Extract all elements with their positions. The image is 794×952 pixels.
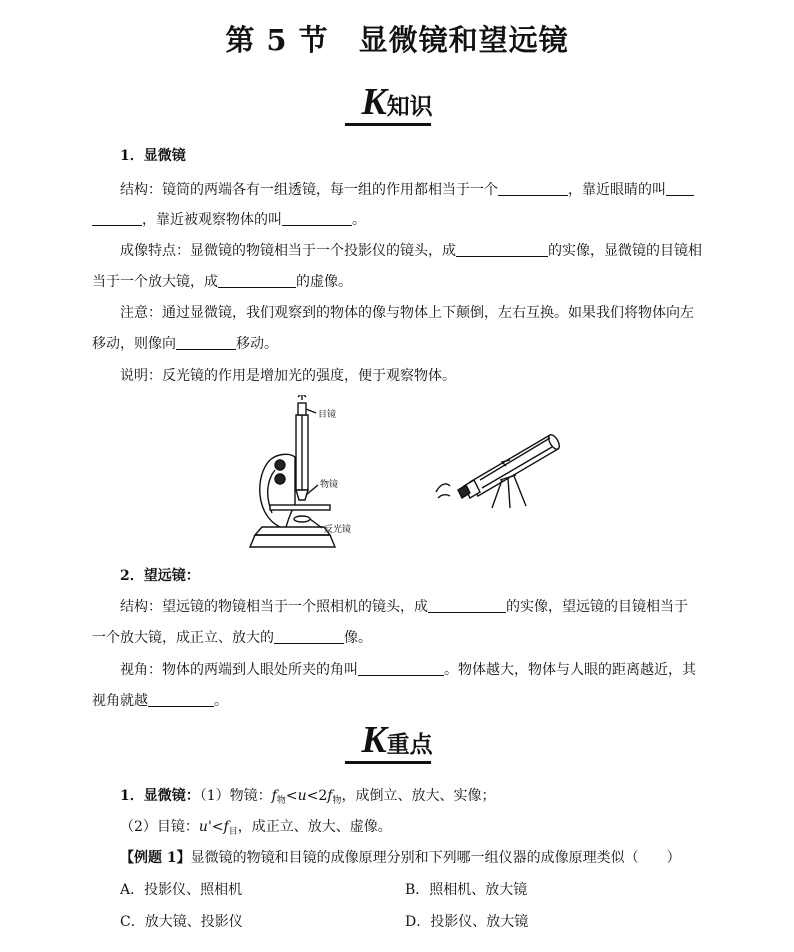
figure-label-objective: 物镜 [320, 480, 339, 490]
fill-blank [282, 211, 352, 226]
fill-blank [218, 273, 296, 288]
fill-blank [428, 598, 506, 613]
example-option-d: D．投影仪、放大镜 [405, 914, 529, 930]
section-header-knowledge [0, 80, 794, 124]
telescope-viewangle-line1: 视角：物体的两端到人眼处所夹的角叫 。物体越大，物体与人眼的距离越近，其 [120, 662, 696, 678]
telescope-figure [430, 420, 570, 515]
microscope-heading: 1．显微镜 [120, 148, 186, 164]
microscope-figure [240, 395, 370, 555]
keypoint-objective: 1．显微镜：（1）物镜：$f_物<u<2f_物$，成倒立、放大、实像； [120, 788, 496, 806]
section-underline [345, 123, 431, 126]
fill-blank [358, 661, 444, 676]
figure-label-eyepiece: 目镜 [318, 410, 337, 420]
example-option-c: C．放大镜、投影仪 [120, 914, 243, 930]
fill-blank [274, 629, 344, 644]
microscope-structure-line2: ，靠近被观察物体的叫 。 [92, 210, 366, 230]
example-option-b: B．照相机、放大镜 [405, 882, 528, 898]
telescope-structure-line1: 结构：望远镜的物镜相当于一个照相机的镜头，成 的实像，望远镜的目镜相当于 [120, 599, 688, 615]
microscope-imaging-line2: 当于一个放大镜，成 的虚像。 [92, 274, 352, 290]
fill-blank [148, 692, 214, 707]
microscope-explain: 说明：反光镜的作用是增加光的强度，便于观察物体。 [120, 368, 456, 384]
page-title: 第 5 节 显微镜和望远镜 [225, 23, 569, 57]
fill-blank [666, 181, 694, 196]
section-k-letter: K [361, 81, 387, 123]
section-label: 重点 [386, 731, 433, 758]
section-header-keypoints [0, 718, 794, 762]
fill-blank [498, 181, 568, 196]
figure-label-mirror: 反光镜 [324, 525, 352, 535]
example-option-a: A．投影仪、照相机 [120, 882, 243, 898]
telescope-viewangle-line2: 视角就越 。 [92, 693, 228, 709]
microscope-imaging-line1: 成像特点：显微镜的物镜相当于一个投影仪的镜头，成 的实像，显微镜的目镜相 [120, 243, 702, 259]
microscope-note-line1: 注意：通过显微镜，我们观察到的物体的像与物体上下颠倒，左右互换。如果我们将物体向左 [120, 305, 694, 321]
example-question: 【例题 1】显微镜的物镜和目镜的成像原理分别和下列哪一组仪器的成像原理类似（ ） [120, 850, 681, 866]
microscope-note-line2: 移动，则像向 移动。 [92, 336, 278, 352]
microscope-structure-line1: 结构：镜筒的两端各有一组透镜，每一组的作用都相当于一个 ，靠近眼睛的叫 [120, 180, 694, 200]
section-label: 知识 [386, 93, 433, 120]
fill-blank [176, 335, 236, 350]
telescope-heading: 2．望远镜： [120, 568, 200, 584]
section-k-letter: K [361, 719, 387, 761]
keypoint-eyepiece: （2）目镜：$u'<f_目$，成正立、放大、虚像。 [120, 819, 392, 837]
telescope-structure-line2: 一个放大镜，成正立、放大的 像。 [92, 630, 372, 646]
section-underline [345, 761, 431, 764]
fill-blank [92, 211, 142, 226]
fill-blank [456, 242, 548, 257]
